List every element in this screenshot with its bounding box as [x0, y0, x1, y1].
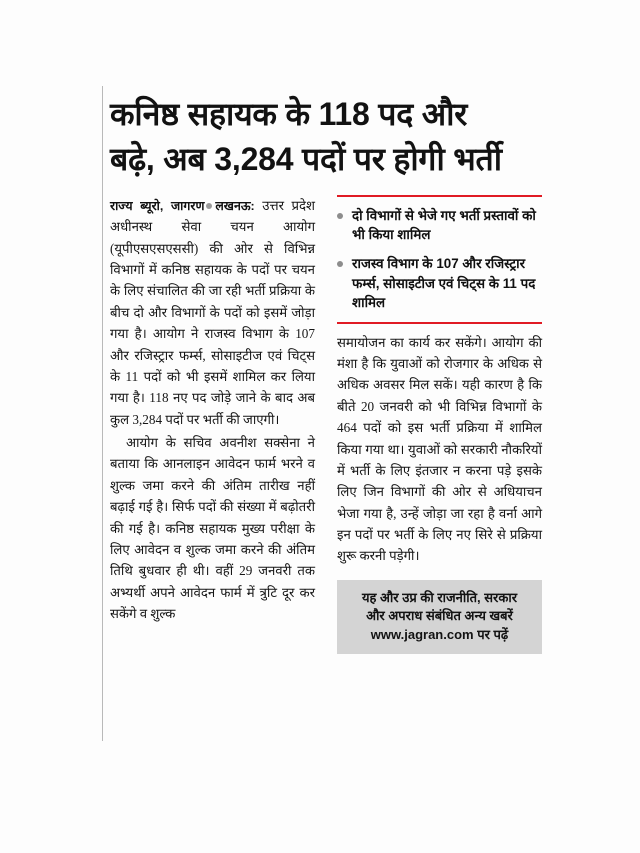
article-paragraph: समायोजन का कार्य कर सकेंगे। आयोग की मंशा है कि युवाओं को रोजगार के अधिक से अधिक अवसर मिल सकें। यही कारण है कि बीते 20 जनवरी को भी विभिन्न विभागों के 464 पदों को इस भर्ती प्रक्रिया में शामिल किया गया था। युवाओं को सरकारी नौकरियों में भर्ती के लिए इंतजार न करना पड़े इसके लिए जिन विभागों की ओर से अधियाचन भेजा गया है, उन्हें जोड़ा जा रहा है वर्ना आगे इन पदों पर भर्ती के लिए नए सिरे से प्रक्रिया शुरू करनी पड़ेगी। [337, 334, 542, 564]
callout-item-text: दो विभागों से भेजे गए भर्ती प्रस्तावों को भी किया शामिल [352, 207, 536, 243]
list-item [337, 254, 542, 313]
bullet-dot-icon [337, 261, 343, 267]
promo-line-2: और अपराध संबंधित अन्य खबरें [366, 608, 513, 624]
callout-box [337, 195, 542, 324]
promo-url-suffix: पर पढ़ें [473, 626, 509, 642]
headline-line-1: कनिष्ठ सहायक के 118 पद और [110, 96, 468, 132]
article-paragraph [110, 195, 315, 430]
byline-agency: राज्य ब्यूरो, जागरण [110, 198, 205, 213]
article-columns [110, 195, 542, 654]
promo-box [337, 580, 542, 654]
promo-website-url[interactable]: www.jagran.com [370, 626, 474, 642]
article-paragraph: आयोग के सचिव अवनीश सक्सेना ने बताया कि आनलाइन आवेदन फार्म भरने व शुल्क जमा करने की अंतिम तारीख नहीं बढ़ाई गई है। सिर्फ पदों की संख्या में बढ़ोतरी की गई है। कनिष्ठ सहायक मुख्य परीक्षा के लिए आवेदन व शुल्क जमा करने की अंतिम तिथि बुधवार ही थी। वहीं 29 जनवरी तक अभ्यर्थी अपने आवेदन फार्म में त्रुटि दूर कर सकेंगे व शुल्क [110, 435, 315, 621]
list-item [337, 206, 542, 245]
headline-line-2: बढ़े, अब 3,284 पदों पर होगी भर्ती [110, 141, 502, 178]
bullet-dot-icon [337, 213, 343, 219]
article-column-left [110, 195, 315, 654]
left-margin-rule [102, 86, 103, 741]
callout-item-text: राजस्व विभाग के 107 और रजिस्ट्रार फर्म्स, सोसाइटीज एवं चिट्स के 11 पद शामिल [352, 256, 536, 311]
callout-list [337, 206, 542, 313]
article-column-right [337, 195, 542, 654]
promo-line-1: यह और उप्र की राजनीति, सरकार [361, 589, 518, 605]
byline-place: लखनऊ: [215, 198, 255, 213]
article-paragraph-text: उत्तर प्रदेश अधीनस्थ सेवा चयन आयोग (यूपीएसएसएससी) की ओर से विभिन्न विभागों में कनिष्ठ सहायक के पदों पर चयन के लिए संचालित की जा रही भर्ती प्रक्रिया के बीच दो और विभागों के पदों को इसमें जोड़ा गया है। आयोग ने राजस्व विभाग के 107 और रजिस्ट्रार फर्म्स, सोसाइटीज एवं चिट्स के 11 पदों को भी इसमें शामिल कर लिया गया है। 118 नए पद जोड़े जाने के बाद अब कुल 3,284 पदों पर भर्ती की जाएगी। [110, 197, 315, 427]
promo-line-3 [343, 626, 536, 644]
page-title [110, 92, 534, 183]
byline-separator-dot [206, 203, 212, 209]
news-article-clipping [110, 92, 542, 654]
